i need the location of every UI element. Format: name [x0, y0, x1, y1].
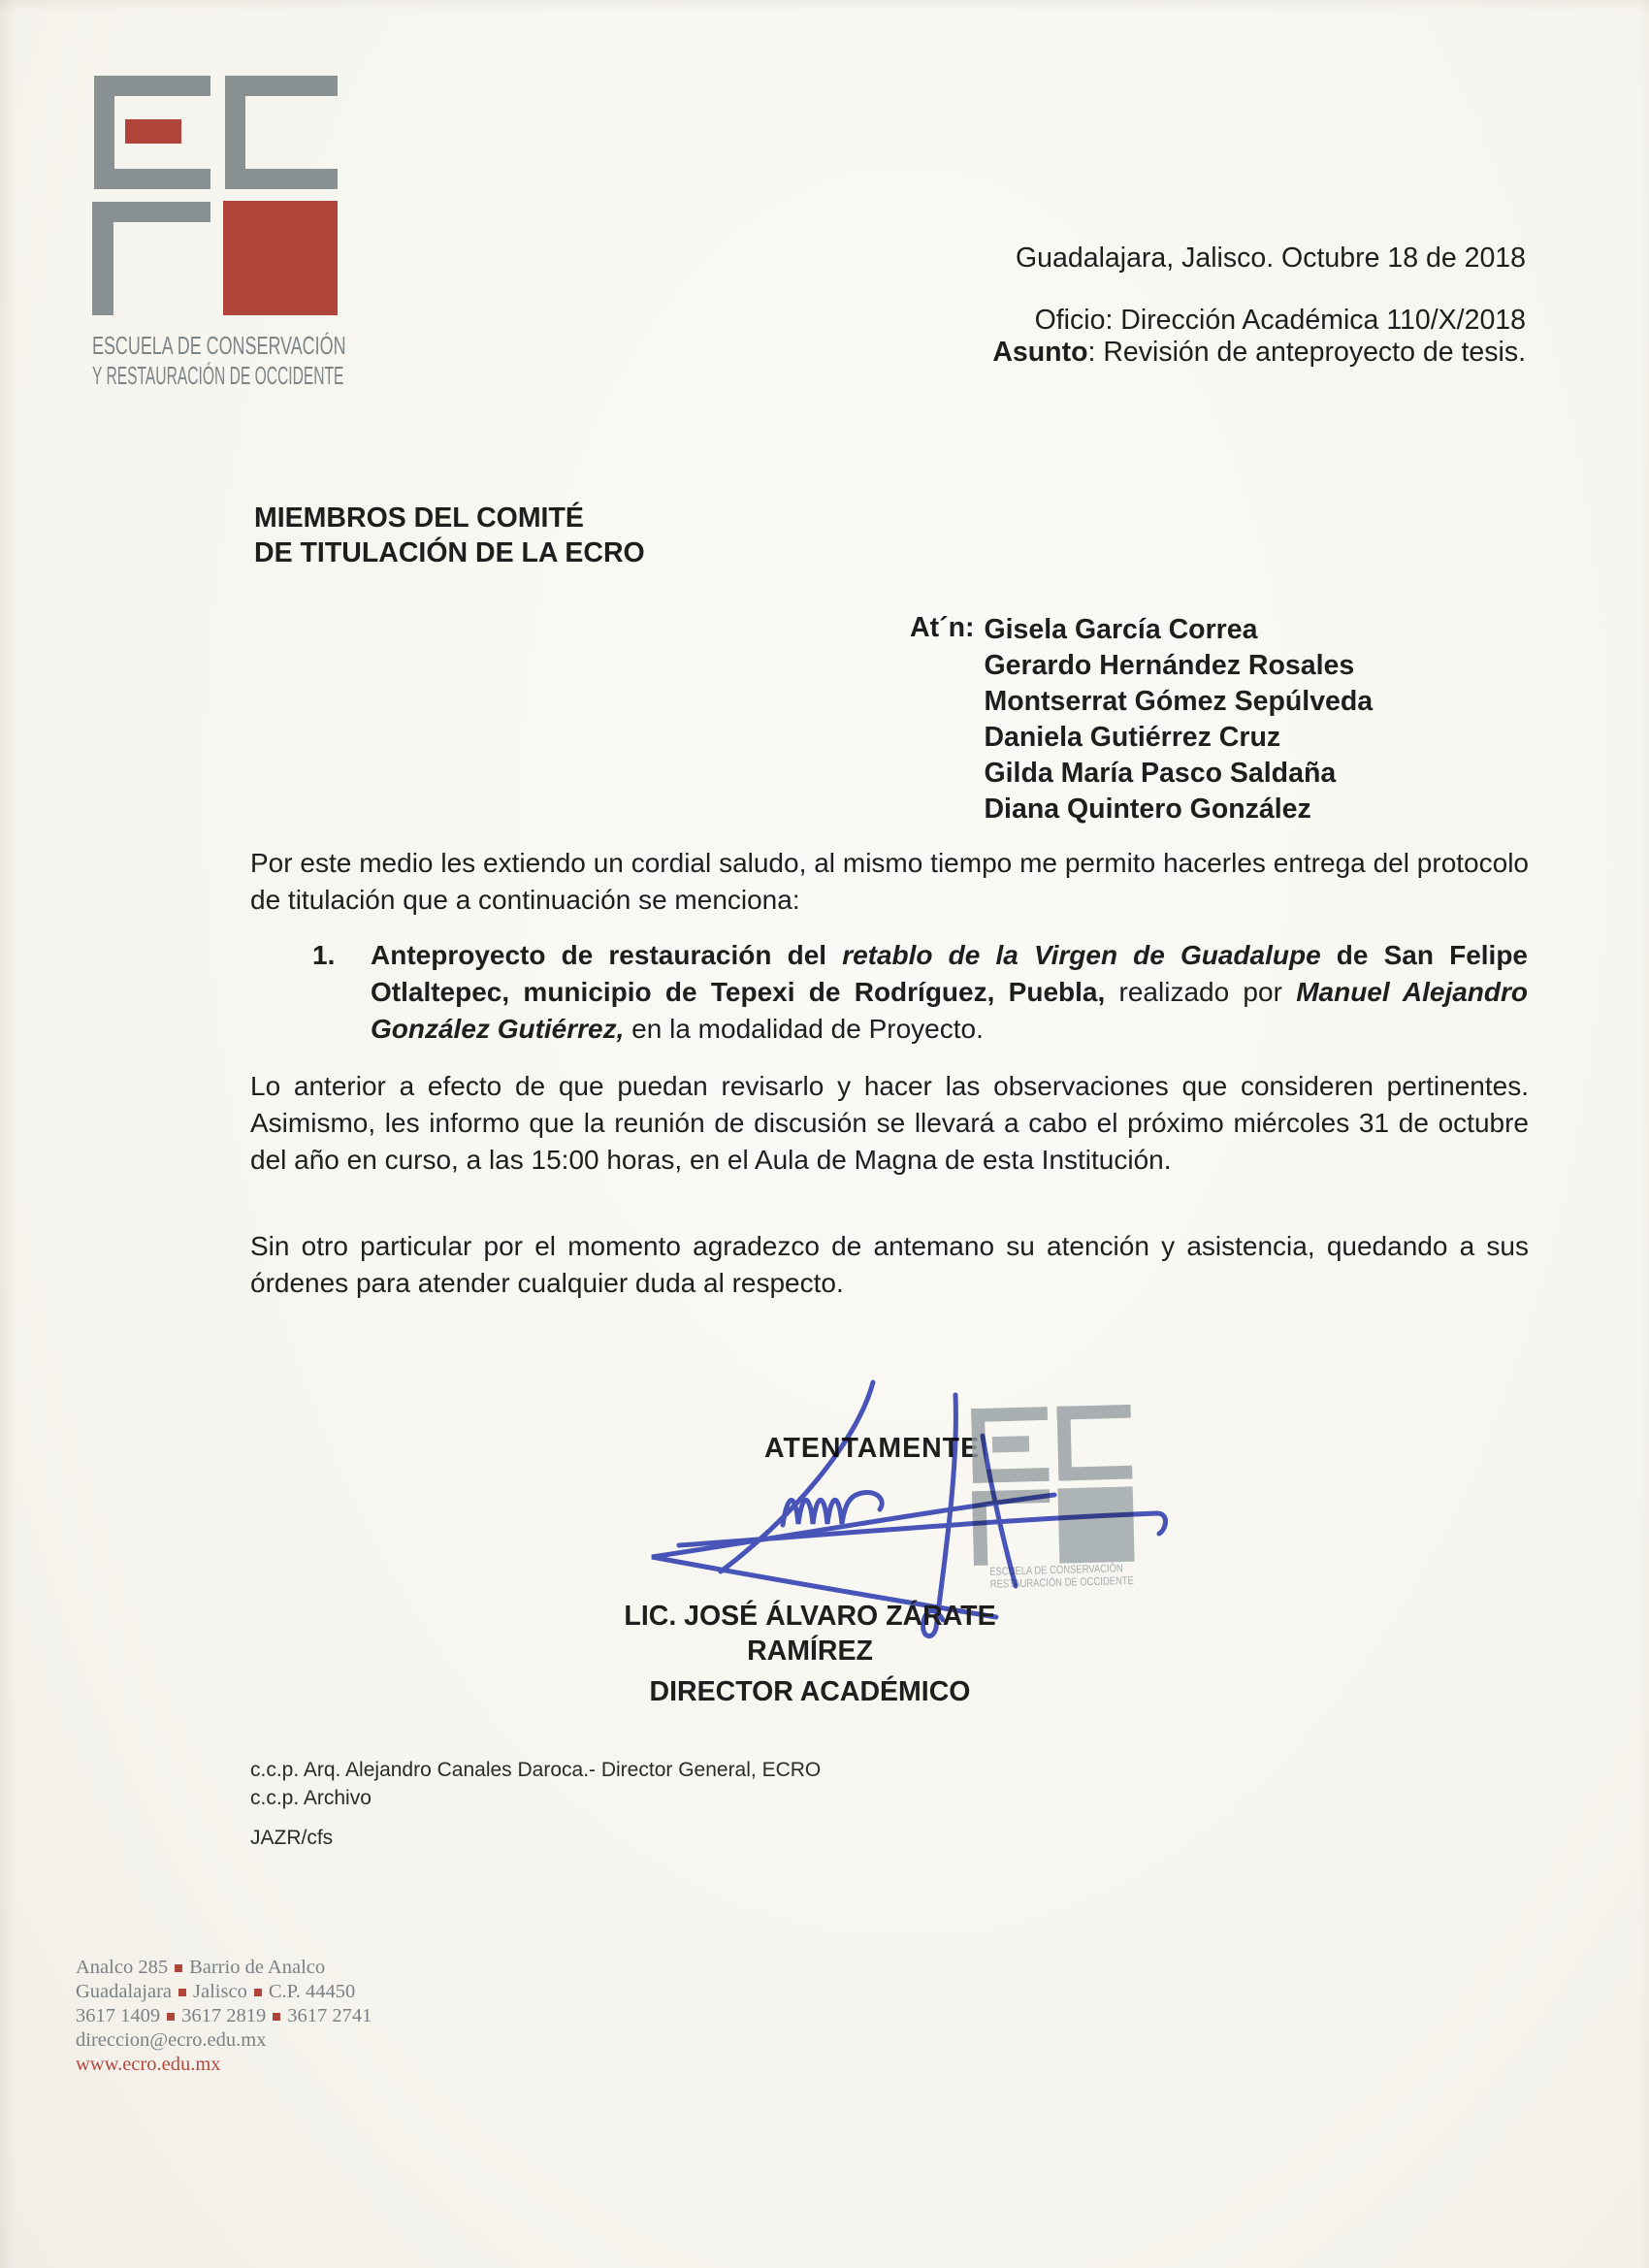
item-seg: de San Felipe Otlaltepec, municipio de Tepexi de Rodríguez, Puebla,	[371, 940, 1528, 1007]
ecro-logo-mark	[92, 76, 338, 315]
bullet-square-icon	[273, 2013, 280, 2021]
logo-red-square	[223, 201, 338, 315]
attn-name: Montserrat Gómez Sepúlveda	[984, 686, 1374, 717]
recipient-committee	[254, 501, 645, 570]
footer-phone: 3617 2741	[287, 2005, 372, 2026]
bullet-square-icon	[167, 2013, 175, 2021]
letter-header	[992, 243, 1526, 369]
logo-red-bar	[125, 119, 181, 144]
paragraph-farewell: Sin otro particular por el momento agradezco de antemano su atención y asistencia, quedando a sus órdenes para atender cualquier duda al respecto.	[250, 1231, 1529, 1298]
closing-atentamente: ATENTAMENTE	[764, 1433, 981, 1464]
list-item-anteproyecto	[312, 937, 1528, 1048]
attn-name: Diana Quintero González	[984, 794, 1311, 825]
paragraph-meeting-info: Lo anterior a efecto de que puedan revisarlo y hacer las observaciones que consideren pertinentes. Asimismo, les informo que la reunión de discusión se llevará a cabo el próximo miércoles 31 de octubre del año en curso, a las 15:00 horas, en el Aula de Magna de esta Institución.	[250, 1071, 1529, 1175]
oficio-line: Oficio: Dirección Académica 110/X/2018	[1034, 305, 1526, 336]
footer-line-1	[76, 1956, 372, 1980]
letterhead-school-name	[92, 331, 511, 391]
footer-website: www.ecro.edu.mx	[76, 2054, 221, 2075]
item-seg-italic: Manuel Alejandro González Gutiérrez,	[371, 977, 1529, 1044]
ecro-logo	[92, 76, 338, 315]
item-seg: Anteproyecto de restauración del	[371, 940, 843, 970]
stamp-text-line-1: ESCUELA DE CONSERVACIÓN	[989, 1563, 1124, 1578]
dateline: Guadalajara, Jalisco. Octubre 18 de 2018	[1016, 243, 1526, 274]
asunto-line	[992, 337, 1526, 369]
footer-city: Guadalajara	[76, 1981, 173, 2002]
signatory-name: LIC. JOSÉ ÁLVARO ZÁRATE RAMÍREZ	[624, 1601, 996, 1667]
bullet-square-icon	[175, 1964, 182, 1972]
footer-phone: 3617 2819	[181, 2005, 267, 2026]
footer-street: Analco 285	[76, 1957, 169, 1978]
recipient-line-2: DE TITULACIÓN DE LA ECRO	[254, 537, 645, 568]
footer-neighborhood: Barrio de Analco	[189, 1957, 326, 1978]
attention-block	[910, 612, 1373, 827]
bullet-square-icon	[254, 1989, 262, 1996]
letterhead-line-1: ESCUELA DE CONSERVACIÓN	[92, 331, 346, 360]
ccp-line-2: c.c.p. Archivo	[250, 1787, 372, 1809]
list-item-text	[371, 937, 1528, 1048]
signature-stroke	[783, 1492, 882, 1525]
footer-phone: 3617 1409	[76, 2005, 161, 2026]
recipient-line-1: MIEMBROS DEL COMITÉ	[254, 502, 584, 534]
signatory-title: DIRECTOR ACADÉMICO	[649, 1676, 971, 1707]
logo-r-tile	[92, 202, 210, 315]
signature-stroke	[679, 1513, 1166, 1545]
footer-email: direccion@ecro.edu.mx	[76, 2029, 267, 2051]
signatory-block	[582, 1599, 1038, 1709]
footer-state: Jalisco	[193, 1981, 247, 2002]
letterhead-line-2: Y RESTAURACIÓN DE OCCIDENTE	[92, 361, 344, 390]
attn-label: At´n:	[910, 612, 975, 643]
item-seg-italic: retablo de la Virgen de Guadalupe	[842, 940, 1321, 970]
footer-line-2	[76, 1980, 372, 2004]
item-seg-regular: realizado por	[1118, 977, 1297, 1007]
attn-names-list	[984, 612, 1373, 827]
ccp-notes	[250, 1756, 821, 1852]
attn-name: Gilda María Pasco Saldaña	[984, 758, 1337, 789]
footer-address	[76, 1956, 372, 2077]
paragraph-greeting: Por este medio les extiendo un cordial saludo, al mismo tiempo me permito hacerles entrega del protocolo de titulación que a continuación se menciona:	[250, 848, 1529, 915]
asunto-text: : Revisión de anteproyecto de tesis.	[1087, 337, 1526, 368]
typist-initials: JAZR/cfs	[250, 1827, 334, 1849]
asunto-label: Asunto	[992, 337, 1088, 368]
logo-c-tile	[225, 76, 338, 189]
footer-line-3	[76, 2004, 372, 2028]
footer-zip: C.P. 44450	[268, 1981, 356, 2002]
logo-e-tile	[94, 76, 210, 189]
ccp-line-1: c.c.p. Arq. Alejandro Canales Daroca.- Director General, ECRO	[250, 1759, 822, 1781]
signature-stroke	[983, 1436, 1016, 1586]
attn-name: Gisela García Correa	[984, 614, 1258, 645]
attn-name: Daniela Gutiérrez Cruz	[984, 722, 1281, 753]
attn-name: Gerardo Hernández Rosales	[984, 650, 1355, 681]
item-seg-regular: en la modalidad de Proyecto.	[624, 1014, 984, 1044]
stamp-text-line-2: RESTAURACIÓN DE OCCIDENTE	[989, 1574, 1135, 1591]
list-item-number: 1.	[312, 940, 336, 970]
bullet-square-icon	[178, 1989, 186, 1996]
